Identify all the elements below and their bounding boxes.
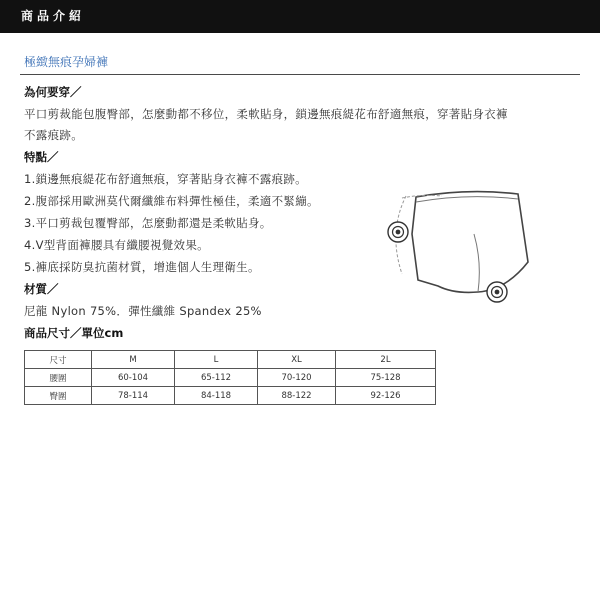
feature-item-5: 5.褲底採防臭抗菌材質，增進個人生理衛生。 xyxy=(24,260,260,274)
section-title: 商品介紹 xyxy=(21,9,86,23)
table-cell: 84-118 xyxy=(175,387,258,405)
feature-item-3: 3.平口剪裁包覆臀部，怎麼動都還是柔軟貼身。 xyxy=(24,216,272,230)
table-header-cell: 2L xyxy=(336,351,436,369)
divider xyxy=(20,74,580,75)
size-table xyxy=(24,350,436,405)
size-table-header-row xyxy=(25,351,436,369)
garment-outline xyxy=(412,192,528,293)
table-cell: 臀圍 xyxy=(25,387,92,405)
table-cell: 65-112 xyxy=(175,369,258,387)
callout-marker-front xyxy=(388,222,408,242)
table-cell: 92-126 xyxy=(336,387,436,405)
table-cell: 88-122 xyxy=(258,387,336,405)
underwear-diagram xyxy=(382,182,552,312)
table-cell: 78-114 xyxy=(92,387,175,405)
table-row xyxy=(25,369,436,387)
waistband-line xyxy=(416,197,518,202)
material-heading: 材質／ xyxy=(24,282,59,296)
table-cell: 70-120 xyxy=(258,369,336,387)
feature-item-1: 1.鎖邊無痕緹花布舒適無痕，穿著貼身衣褲不露痕跡。 xyxy=(24,172,307,186)
table-header-cell: M xyxy=(92,351,175,369)
table-cell: 60-104 xyxy=(92,369,175,387)
table-cell: 75-128 xyxy=(336,369,436,387)
header-bar xyxy=(0,0,600,33)
why-heading: 為何要穿／ xyxy=(24,85,82,99)
table-header-cell: L xyxy=(175,351,258,369)
why-line-2: 不露痕跡。 xyxy=(24,128,83,142)
size-heading: 商品尺寸／單位cm xyxy=(24,326,124,340)
table-header-cell: XL xyxy=(258,351,336,369)
feature-item-4: 4.V型背面褲腰具有纖腰視覺效果。 xyxy=(24,238,209,252)
table-cell: 腰圍 xyxy=(25,369,92,387)
callout-marker-leg xyxy=(487,282,507,302)
product-name: 極緻無痕孕婦褲 xyxy=(24,55,109,69)
why-line-1: 平口剪裁能包腹臀部，怎麼動都不移位，柔軟貼身，鎖邊無痕緹花布舒適無痕，穿著貼身衣褲 xyxy=(24,107,508,121)
leg-seam xyxy=(474,234,479,292)
material-text: 尼龍 Nylon 75%．彈性纖維 Spandex 25% xyxy=(24,304,262,318)
table-header-cell: 尺寸 xyxy=(25,351,92,369)
feature-item-2: 2.腹部採用歐洲莫代爾纖維布料彈性極佳，柔適不緊繃。 xyxy=(24,194,319,208)
table-row xyxy=(25,387,436,405)
features-heading: 特點／ xyxy=(24,150,59,164)
